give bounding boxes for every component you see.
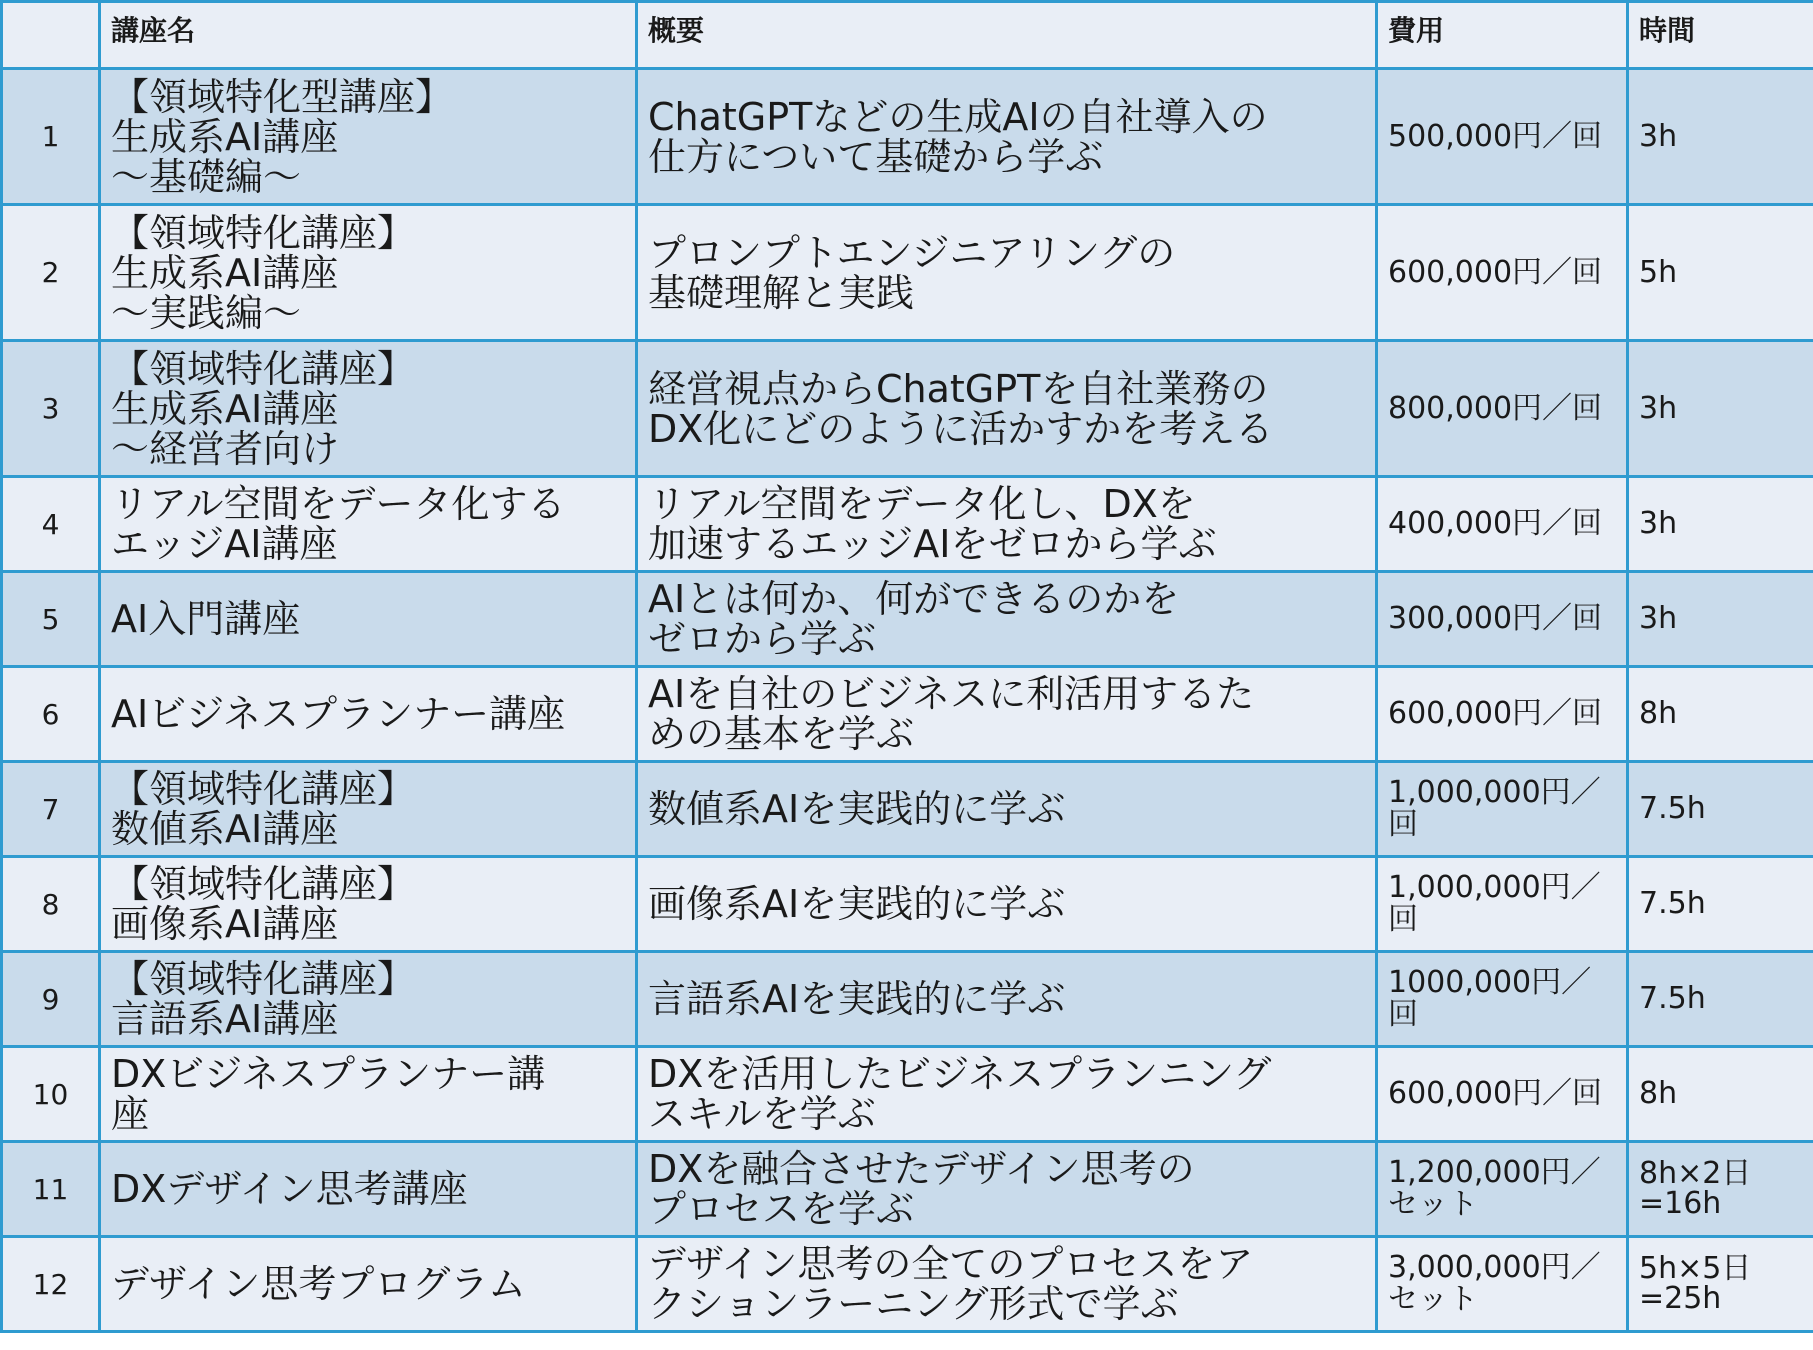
course-fee: 500,000円／回 [1377,69,1628,205]
course-time: 7.5h [1628,857,1813,952]
course-summary: AIとは何か、何ができるのかを ゼロから学ぶ [637,572,1377,667]
course-fee: 600,000円／回 [1377,205,1628,341]
course-name: DXビジネスプランナー講 座 [100,1047,637,1142]
row-number: 1 [2,69,100,205]
course-time: 5h×5日 =25h [1628,1237,1813,1332]
course-time: 3h [1628,69,1813,205]
course-time: 8h [1628,667,1813,762]
course-name: デザイン思考プログラム [100,1237,637,1332]
course-time: 7.5h [1628,762,1813,857]
table-row [2,857,1813,952]
table-header [2,2,1813,69]
course-name: 【領域特化講座】 生成系AI講座 ～実践編～ [100,205,637,341]
course-summary: リアル空間をデータ化し、DXを 加速するエッジAIをゼロから学ぶ [637,477,1377,572]
course-name: 【領域特化講座】 画像系AI講座 [100,857,637,952]
course-name: DXデザイン思考講座 [100,1142,637,1237]
table-row [2,1142,1813,1237]
table-row [2,667,1813,762]
course-name: 【領域特化型講座】 生成系AI講座 ～基礎編～ [100,69,637,205]
header-row [2,2,1813,69]
course-summary: 画像系AIを実践的に学ぶ [637,857,1377,952]
course-summary: 言語系AIを実践的に学ぶ [637,952,1377,1047]
table-row [2,477,1813,572]
course-fee: 1000,000円／ 回 [1377,952,1628,1047]
course-time: 3h [1628,477,1813,572]
row-number: 6 [2,667,100,762]
header-no [2,2,100,69]
table-row [2,205,1813,341]
row-number: 9 [2,952,100,1047]
course-summary: ChatGPTなどの生成AIの自社導入の 仕方について基礎から学ぶ [637,69,1377,205]
course-fee: 600,000円／回 [1377,1047,1628,1142]
header-fee: 費用 [1377,2,1628,69]
row-number: 12 [2,1237,100,1332]
course-summary: 数値系AIを実践的に学ぶ [637,762,1377,857]
course-summary: デザイン思考の全てのプロセスをア クションラーニング形式で学ぶ [637,1237,1377,1332]
header-summary: 概要 [637,2,1377,69]
course-summary: DXを活用したビジネスプランニング スキルを学ぶ [637,1047,1377,1142]
course-time: 3h [1628,572,1813,667]
course-summary: AIを自社のビジネスに利活用するた めの基本を学ぶ [637,667,1377,762]
course-fee: 1,000,000円／ 回 [1377,762,1628,857]
course-fee: 3,000,000円／ セット [1377,1237,1628,1332]
course-summary: 経営視点からChatGPTを自社業務の DX化にどのように活かすかを考える [637,341,1377,477]
table-row [2,69,1813,205]
course-name: リアル空間をデータ化する エッジAI講座 [100,477,637,572]
row-number: 8 [2,857,100,952]
course-name: AI入門講座 [100,572,637,667]
course-fee: 1,000,000円／ 回 [1377,857,1628,952]
row-number: 11 [2,1142,100,1237]
table-row [2,762,1813,857]
course-name: AIビジネスプランナー講座 [100,667,637,762]
table-body [2,69,1813,1332]
course-fee: 600,000円／回 [1377,667,1628,762]
course-fee: 800,000円／回 [1377,341,1628,477]
course-name: 【領域特化講座】 言語系AI講座 [100,952,637,1047]
row-number: 2 [2,205,100,341]
row-number: 10 [2,1047,100,1142]
course-fee: 400,000円／回 [1377,477,1628,572]
row-number: 7 [2,762,100,857]
row-number: 5 [2,572,100,667]
row-number: 3 [2,341,100,477]
row-number: 4 [2,477,100,572]
header-course-name: 講座名 [100,2,637,69]
course-time: 8h [1628,1047,1813,1142]
course-time: 8h×2日 =16h [1628,1142,1813,1237]
table-row [2,1047,1813,1142]
table-row [2,1237,1813,1332]
course-fee: 1,200,000円／ セット [1377,1142,1628,1237]
table-row [2,341,1813,477]
course-time: 7.5h [1628,952,1813,1047]
course-name: 【領域特化講座】 数値系AI講座 [100,762,637,857]
course-name: 【領域特化講座】 生成系AI講座 ～経営者向け [100,341,637,477]
table-row [2,572,1813,667]
header-time: 時間 [1628,2,1813,69]
table-row [2,952,1813,1047]
course-summary: DXを融合させたデザイン思考の プロセスを学ぶ [637,1142,1377,1237]
course-time: 3h [1628,341,1813,477]
course-time: 5h [1628,205,1813,341]
course-summary: プロンプトエンジニアリングの 基礎理解と実践 [637,205,1377,341]
course-fee: 300,000円／回 [1377,572,1628,667]
